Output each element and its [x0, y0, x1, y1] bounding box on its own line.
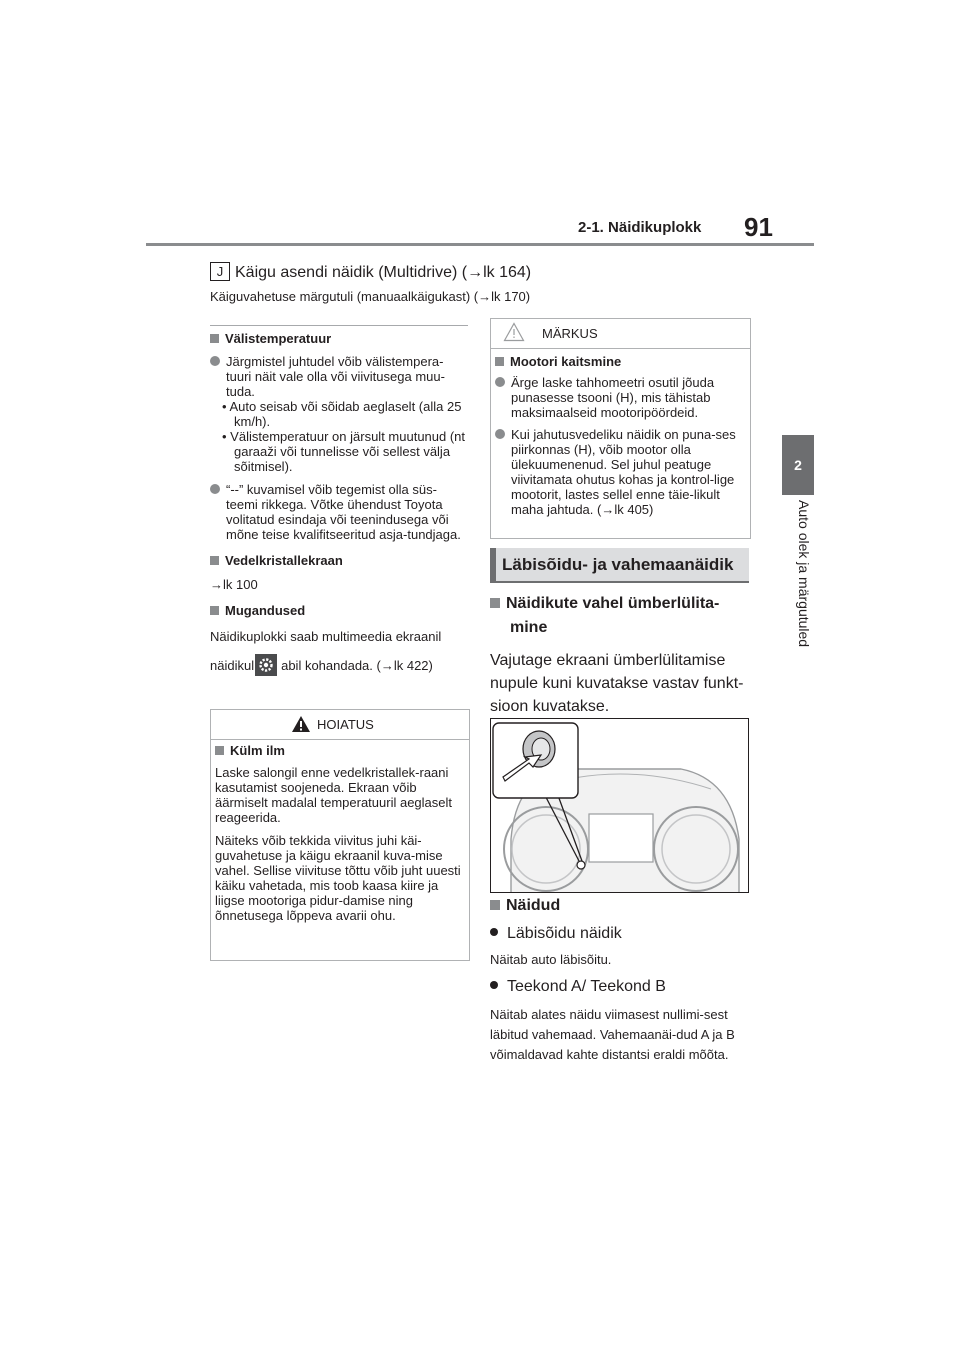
- square-bullet-icon: [210, 606, 219, 615]
- circle-bullet-icon: [495, 377, 505, 387]
- trip-text: Näitab alates näidu viimasest nullimi-sest läbitud vahemaad. Vahemaanäi-dud A ja B võimaldavad kahte distantsi eraldi mõõta.: [490, 1007, 735, 1062]
- lcd-ref: →lk 100: [210, 577, 258, 592]
- square-bullet-icon: [490, 598, 500, 608]
- lcd-heading: Vedelkristallekraan: [210, 553, 468, 568]
- marker-j: J: [210, 262, 230, 281]
- circle-bullet-icon: [210, 484, 220, 494]
- divider: [210, 325, 468, 326]
- chapter-label: Auto olek ja märgutuled: [796, 500, 812, 648]
- section-heading: Läbisõidu- ja vahemaanäidik: [490, 548, 749, 583]
- switch-text: Vajutage ekraani ümberlülitamise nupule kuni kuvatakse vastav funkt-sioon kuvatakse.: [490, 652, 744, 715]
- customize-line2: näidikul abil kohandada. (→lk 422): [210, 654, 468, 677]
- dashboard-illustration: [490, 718, 749, 893]
- notice-box: [490, 318, 751, 539]
- engine-protection-heading: Mootori kaitsmine: [495, 354, 742, 369]
- odometer-title: Läbisõidu näidik: [490, 923, 749, 945]
- notice-header: [491, 319, 750, 349]
- square-bullet-icon: [490, 900, 500, 910]
- caution-triangle-icon: [503, 322, 525, 342]
- instrument-cluster-image: [491, 719, 748, 892]
- customize-heading: Mugandused: [210, 603, 468, 618]
- chapter-tab: 2: [782, 435, 814, 495]
- customize-line1: Näidikuplokki saab multimeedia ekraanil: [210, 629, 442, 644]
- warning-triangle-icon: [291, 715, 311, 733]
- switch-heading: Näidikute vahel ümberlülita-mine: [490, 592, 749, 640]
- page-number: 91: [744, 212, 773, 242]
- readings-section: [490, 895, 749, 1065]
- switch-section: [490, 592, 749, 718]
- notice-title: MÄRKUS: [542, 326, 598, 341]
- gear-icon: [255, 654, 277, 676]
- header-rule: [146, 243, 814, 246]
- gear-indicator-title: [210, 262, 531, 282]
- section-title: 2-1. Näidikuplokk: [578, 219, 702, 236]
- square-bullet-icon: [495, 357, 504, 366]
- square-bullet-icon: [210, 556, 219, 565]
- list-item: • Auto seisab või sõidab aeglaselt (alla 25 km/h).: [222, 399, 462, 429]
- warning-box: [210, 709, 470, 961]
- outside-temp-heading: Välistemperatuur: [210, 331, 468, 346]
- readings-heading: Näidud: [490, 895, 749, 917]
- warning-para2: Näiteks võib tekkida viivitus juhi käi-guvahetuse ja käigu ekraanil kuva-mise vahel. Sellise viivituse tõttu võib juht uuesti käiku vahetada, mis toob kaasa kiire ja liigse mootoriga pidur-damise ning õnnetusega lõppeva avarii ohu.: [215, 833, 461, 923]
- warning-title: HOIATUS: [317, 717, 374, 732]
- fault-para: “--” kuvamisel võib tegemist olla süs-teemi rikkega. Võtke ühendust Toyota volitatud esindaja või teenindusega või mõne teise kvalifitseeritud asja-tundjaga.: [210, 482, 468, 542]
- notice-para2: Kui jahutusvedeliku näidik on puna-ses piirkonnas (H), võib mootor olla ülekuumenenud. Sel juhul peatuge viivitamata ohutus kohas ja kontrol-lige mootorit, lastes sellel enne täie-likult maha jahtuda. (→lk 405): [495, 427, 742, 517]
- bullet-icon: [490, 981, 498, 989]
- gear-indicator-text: Käigu asendi näidik (Multidrive) (→lk 164): [235, 264, 532, 281]
- circle-bullet-icon: [210, 356, 220, 366]
- square-bullet-icon: [210, 334, 219, 343]
- bullet-icon: [490, 928, 498, 936]
- notice-para1: Ärge laske tahhomeetri osutil jõuda punasesse tsooni (H), mis tähistab maksimaalseid mootoripöördeid.: [495, 375, 742, 420]
- outside-temp-para: Järgmistel juhtudel võib välistempera-tuuri näit vale olla või viivitusega muu-tuda.: [210, 354, 468, 399]
- shift-indicator-subtitle: Käiguvahetuse märgutuli (manuaalkäigukast) (→lk 170): [210, 289, 531, 304]
- warning-header: [211, 710, 469, 740]
- list-item: • Välistemperatuur on järsult muutunud (nt garaaži või tunnelisse või sellest välja sõitmisel).: [222, 429, 466, 474]
- cold-weather-heading: Külm ilm: [215, 743, 465, 758]
- circle-bullet-icon: [495, 429, 505, 439]
- left-column: [210, 331, 468, 677]
- odometer-text: Näitab auto läbisõitu.: [490, 952, 612, 967]
- warning-para1: Laske salongil enne vedelkristallek-raani kasutamist soojeneda. Ekraan võib äärmiselt madalal temperatuuril aeglaselt reageerida.: [215, 765, 453, 825]
- square-bullet-icon: [215, 746, 224, 755]
- trip-title: Teekond A/ Teekond B: [490, 976, 749, 998]
